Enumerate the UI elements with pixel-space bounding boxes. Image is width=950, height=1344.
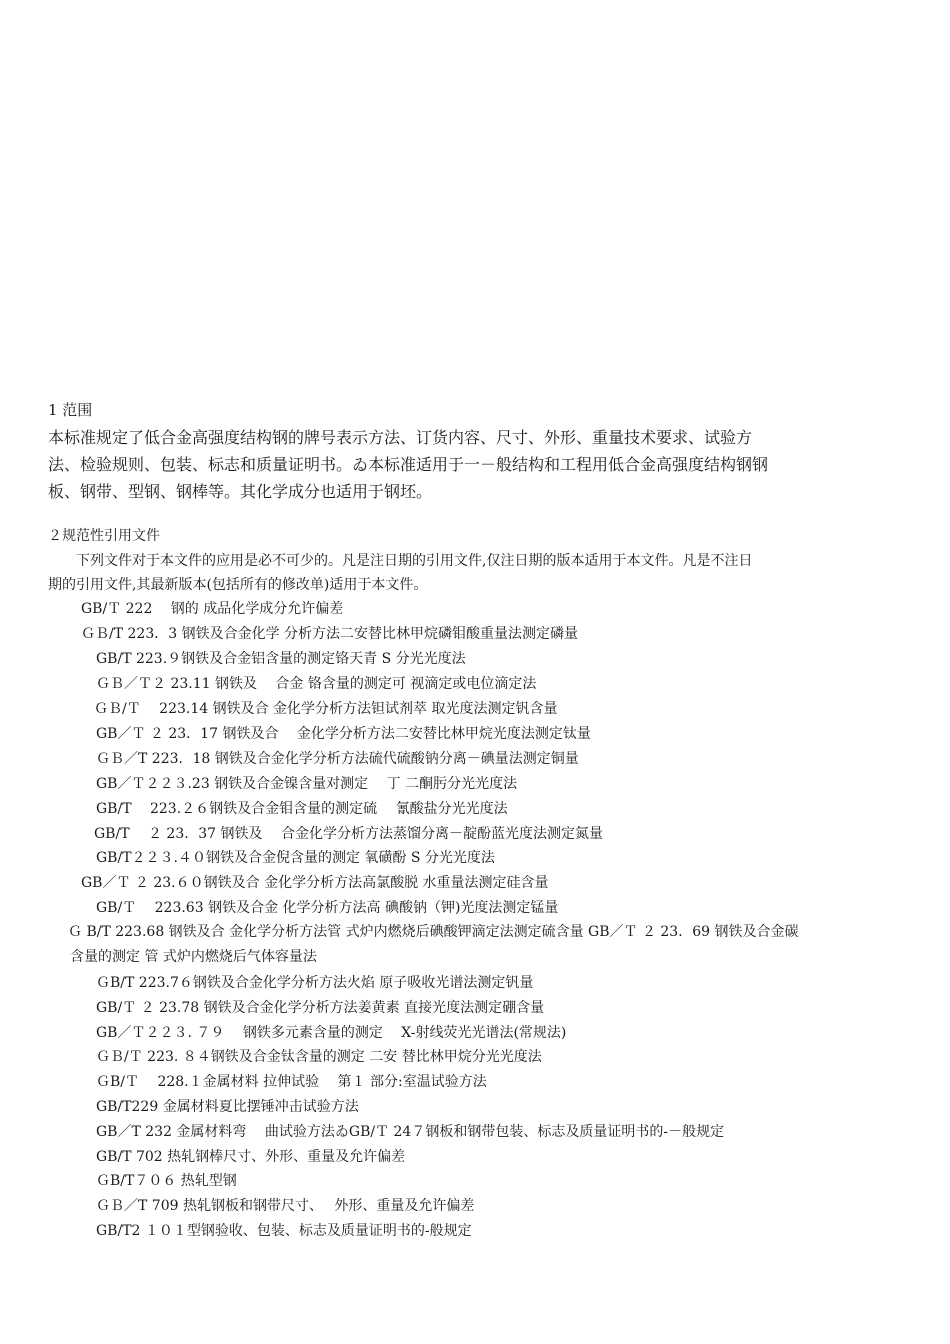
section-1-body	[48, 424, 908, 505]
reference-item: ＧB/T７０６ 热轧型钢	[96, 1173, 237, 1189]
reference-line: Ｇ B/T 223.68 钢铁及合 金化学分析方法管 式炉内燃烧后碘酸钾滴定法测定硫含量 GB／Ｔ ２ 23．69 钢铁及合金碳	[68, 924, 799, 940]
reference-line: 含量的测定 管 式炉内燃烧后气体容量法	[70, 949, 317, 965]
section-2-intro-line: 期的引用文件,其最新版本(包括所有的修改单)适用于本文件。	[48, 577, 428, 593]
reference-item: GB/T2 １０１型钢验收、包装、标志及质量证明书的-般规定	[96, 1223, 472, 1239]
section-1-line: 本标准规定了低合金高强度结构钢的牌号表示方法、订货内容、尺寸、外形、重量技术要求、试验方	[48, 428, 753, 447]
section-1-line: 板、钢带、型钢、钢棒等。其化学成分也适用于钢坯。	[48, 482, 433, 501]
reference-item: ＧＢ／T 709 热轧钢板和钢带尺寸、 外形、重量及允许偏差	[96, 1198, 475, 1214]
reference-item: GB/T ２ 23．37 钢铁及 合金化学分析方法蒸馏分离－靛酚蓝光度法测定氮量	[94, 826, 603, 842]
section-1-heading: 1 范围	[48, 401, 93, 419]
reference-item: GB/Ｔ 223.63 钢铁及合金 化学分析方法高 碘酸钠（钾)光度法测定锰量	[96, 900, 559, 916]
reference-item: GB/Ｔ ２ 23.78 钢铁及合金化学分析方法姜黄素 直接光度法测定硼含量	[96, 1000, 545, 1016]
reference-item: ＧB/Ｔ 228.１金属材料 拉伸试验 第１ 部分:室温试验方法	[96, 1074, 487, 1090]
reference-item: GB／Ｔ２２３.23 钢铁及合金镍含量对测定 丁 二酮肟分光光度法	[96, 776, 518, 792]
reference-item: GB／Ｔ ２ 23.６０钢铁及合 金化学分析方法高氯酸脱 水重量法测定硅含量	[81, 875, 549, 891]
section-2-intro-line: 下列文件对于本文件的应用是必不可少的。凡是注日期的引用文件,仅注日期的版本适用于本文件。凡是不注日	[48, 553, 753, 569]
reference-item: ＧＢ/Ｔ 223. ８４钢铁及合金钛含量的测定 二安 替比林甲烷分光光度法	[96, 1049, 542, 1065]
reference-item-wrapped	[68, 920, 908, 970]
reference-item: GB/T 223.９钢铁及合金铝含量的测定铬天青 S 分光光度法	[96, 651, 466, 667]
reference-item: GB/T 223.２６钢铁及合金钼含量的测定硫 氰酸盐分光光度法	[96, 801, 508, 817]
reference-item: GB/T 702 热轧钢棒尺寸、外形、重量及允许偏差	[96, 1149, 406, 1165]
reference-item: ＧＢ/Ｔ 223.14 钢铁及合 金化学分析方法钽试剂萃 取光度法测定钒含量	[94, 701, 558, 717]
reference-item: GB／Ｔ ２ 23．17 钢铁及合 金化学分析方法二安替比林甲烷光度法测定钛量	[96, 726, 591, 742]
reference-item: GB／T 232 金属材料弯 曲试验方法ゐGB/Ｔ 24７钢板和钢带包装、标志及质量证明书的-－般规定	[96, 1124, 725, 1140]
reference-item: ＧＢ／Ｔ２ 23.11 钢铁及 合金 铬含量的测定可 视滴定或电位滴定法	[96, 676, 537, 692]
reference-item: ＧＢ／T 223．18 钢铁及合金化学分析方法硫代硫酸钠分离－碘量法测定铜量	[96, 751, 579, 767]
reference-item: GB/T229 金属材料夏比摆锤冲击试验方法	[96, 1099, 359, 1115]
reference-item: GB/Ｔ 222 钢的 成品化学成分允许偏差	[81, 601, 344, 617]
section-2-intro	[48, 549, 910, 597]
reference-item: ＧＢ/T 223．3 钢铁及合金化学 分析方法二安替比林甲烷磷钼酸重量法测定磷量	[81, 626, 579, 642]
section-2-heading: ２规范性引用文件	[48, 528, 160, 544]
section-1-line: 法、检验规则、包装、标志和质量证明书。ゐ本标准适用于一－般结构和工程用低合金高强度结构钢钢	[48, 455, 769, 474]
reference-item: GB/T２２３.４０钢铁及合金倪含量的测定 氧磺酚 S 分光光度法	[96, 850, 495, 866]
reference-item: GB／Ｔ２２３. ７９ 钢铁多元素含量的测定 X-射线荧光光谱法(常规法)	[96, 1025, 567, 1041]
reference-item: ＧB/T 223.7６钢铁及合金化学分析方法火焰 原子吸收光谱法测定钒量	[96, 975, 534, 991]
